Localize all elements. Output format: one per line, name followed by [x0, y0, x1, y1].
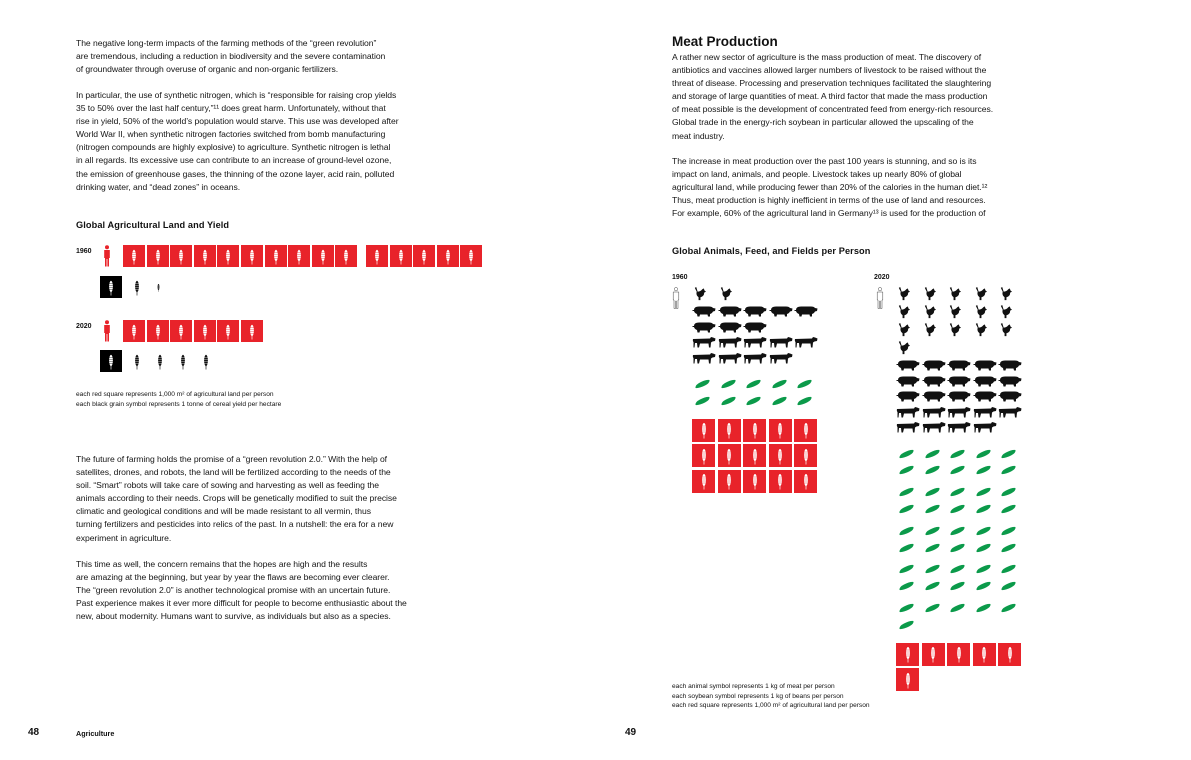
- soybean-icon: [796, 379, 813, 389]
- grain-icon: [701, 447, 707, 465]
- person-icon: [103, 245, 111, 267]
- soybean-icon: [1000, 504, 1017, 514]
- soybean-icon: [924, 603, 941, 613]
- soybean-icon: [949, 487, 966, 497]
- soybean-icon: [694, 396, 711, 406]
- grain-icon: [202, 248, 208, 265]
- land-square: [123, 320, 145, 342]
- cow-icon: [896, 421, 920, 433]
- grain-icon: [777, 447, 783, 465]
- chicken-icon: [718, 286, 733, 301]
- soybean-icon: [898, 543, 915, 553]
- text-line: antibiotics and vaccines allowed larger numbers of livestock to be raised without the: [672, 65, 987, 76]
- grain-icon: [131, 323, 137, 340]
- text-line: The increase in meat production over the past 100 years is stunning, and so is its: [672, 156, 977, 166]
- grain-icon: [157, 279, 160, 296]
- yield-row-1960: [100, 276, 177, 298]
- grain-icon: [178, 323, 184, 340]
- grain-icon: [421, 248, 427, 265]
- grain-icon: [398, 248, 404, 265]
- page-number-right: 49: [625, 727, 637, 738]
- person-icon: [103, 320, 111, 342]
- land-square: [998, 643, 1021, 666]
- text-line: 35 to 50% over the last half century,”¹¹ does great harm. Unfortunately, without that: [76, 103, 386, 114]
- page-number-left: 48: [28, 727, 40, 738]
- pig-icon: [794, 305, 818, 317]
- grain-icon: [225, 248, 231, 265]
- meat-paragraph-2: [672, 155, 987, 220]
- soybean-icon: [949, 526, 966, 536]
- land-square: [692, 444, 715, 467]
- land-square: [265, 245, 287, 267]
- soybean-icon: [720, 379, 737, 389]
- grain-icon: [108, 279, 114, 296]
- soybean-icon: [898, 603, 915, 613]
- text-line: The “green revolution 2.0” is another technological promise with an uncertain future.: [76, 585, 391, 596]
- grain-icon: [726, 472, 732, 490]
- soybean-icon: [1000, 603, 1017, 613]
- grain-icon: [803, 472, 809, 490]
- chicken-icon: [922, 286, 937, 301]
- grain-icon: [108, 353, 114, 370]
- text-line: A rather new sector of agriculture is the mass production of meat. The discovery of: [672, 52, 982, 62]
- intro-paragraph-1: [76, 37, 385, 76]
- soybean-icon: [924, 564, 941, 574]
- soybean-icon: [898, 487, 915, 497]
- land-square: [743, 419, 766, 442]
- yield-key-square: [100, 350, 122, 372]
- pig-icon: [769, 305, 793, 317]
- section-heading: Meat Production: [672, 34, 778, 49]
- text-line: threat of disease. Processing and preservation techniques facilitated the slaughtering: [672, 78, 992, 89]
- text-line: meat industry.: [672, 130, 725, 141]
- text-line: The negative long-term impacts of the farming methods of the “green revolution”: [76, 38, 377, 48]
- soybean-icon: [949, 564, 966, 574]
- soybean-icon: [1000, 526, 1017, 536]
- soybean-icon: [924, 504, 941, 514]
- text-line: in all regards. Its excessive use can contribute to an increase of ground-level ozone,: [76, 155, 392, 166]
- yield-key-square: [100, 276, 122, 298]
- cow-icon: [947, 421, 971, 433]
- grain-icon: [905, 671, 911, 689]
- text-line: World War II, when synthetic nitrogen factories switched from bomb manufacturing: [76, 129, 386, 140]
- text-line: are tremendous, including a reduction in biodiversity and the severe contamination: [76, 51, 386, 62]
- year-label-2020: 2020: [874, 274, 890, 281]
- grain-icon: [777, 472, 783, 490]
- land-square: [743, 444, 766, 467]
- pig-icon: [896, 390, 920, 402]
- grain-icon: [752, 472, 758, 490]
- grain-icon: [981, 645, 987, 663]
- pig-icon: [692, 305, 716, 317]
- text-line: This time as well, the concern remains that the hopes are high and the results: [76, 559, 368, 569]
- land-square: [743, 470, 766, 493]
- cow-icon: [998, 406, 1022, 418]
- pig-icon: [743, 305, 767, 317]
- soybean-icon: [975, 449, 992, 459]
- grain-icon: [155, 248, 161, 265]
- text-line: satellites, drones, and robots, the land will be fertilized according to the needs of the: [76, 467, 391, 478]
- land-square: [692, 419, 715, 442]
- pig-icon: [973, 359, 997, 371]
- land-yield-chart-title: Global Agricultural Land and Yield: [76, 220, 230, 230]
- text-line: (nitrogen compounds are highly explosive) to agriculture. Synthetic nitrogen is lethal: [76, 142, 391, 153]
- land-square: [973, 643, 996, 666]
- text-line: and storage of large quantities of meat. A third factor that made the mass production: [672, 91, 988, 102]
- soybean-icon: [949, 543, 966, 553]
- soybean-icon: [924, 449, 941, 459]
- pig-icon: [998, 375, 1022, 387]
- animals-legend: [672, 682, 870, 711]
- text-line: In particular, the use of synthetic nitrogen, which is “responsible for raising crop yields: [76, 90, 397, 100]
- land-square: [794, 470, 817, 493]
- soybean-icon: [796, 396, 813, 406]
- land-square: [194, 245, 216, 267]
- grain-icon: [131, 248, 137, 265]
- chicken-icon: [896, 322, 911, 337]
- land-square: [312, 245, 334, 267]
- pig-icon: [743, 321, 767, 333]
- land-square: [288, 245, 310, 267]
- grain-icon: [726, 447, 732, 465]
- grain-icon: [956, 645, 962, 663]
- text-line: are amazing at the beginning, but year by year the flaws are becoming ever clearer.: [76, 572, 390, 583]
- text-line: animals according to their needs. Crops will be genetically modified to suit the precise: [76, 493, 397, 504]
- land-square: [769, 470, 792, 493]
- land-square: [896, 643, 919, 666]
- soybean-icon: [898, 465, 915, 475]
- text-line: of groundwater through overuse of organic and non-organic fertilizers.: [76, 64, 339, 75]
- land-square: [366, 245, 388, 267]
- pig-icon: [692, 321, 716, 333]
- land-square: [147, 245, 169, 267]
- text-line: agricultural land, while producing fewer than 20% of the calories in the human diet.¹²: [672, 182, 988, 193]
- grain-icon: [752, 447, 758, 465]
- soybean-icon: [898, 526, 915, 536]
- soybean-icon: [1000, 465, 1017, 475]
- chicken-icon: [973, 322, 988, 337]
- land-square: [437, 245, 459, 267]
- cow-icon: [794, 336, 818, 348]
- cow-icon: [922, 421, 946, 433]
- animals-chart-title: Global Animals, Feed, and Fields per Person: [672, 246, 871, 256]
- grain-icon: [180, 353, 186, 370]
- grain-icon: [343, 248, 349, 265]
- person-icon: [672, 287, 680, 309]
- soybean-icon: [975, 603, 992, 613]
- cow-icon: [743, 336, 767, 348]
- chicken-icon: [947, 304, 962, 319]
- text-line: Past experience makes it ever more difficult for people to become enthusiastic about the: [76, 598, 407, 609]
- land-square: [170, 320, 192, 342]
- grain-icon: [374, 248, 380, 265]
- chicken-icon: [922, 304, 937, 319]
- pig-icon: [998, 390, 1022, 402]
- outro-paragraph-1: [76, 453, 397, 545]
- pig-icon: [947, 390, 971, 402]
- text-line: The future of farming holds the promise of a “green revolution 2.0.” With the help of: [76, 454, 388, 464]
- pig-icon: [947, 359, 971, 371]
- text-line: soil. “Smart” robots will take care of sowing and harvesting as well as feeding the: [76, 480, 379, 491]
- soybean-icon: [949, 504, 966, 514]
- soybean-icon: [949, 581, 966, 591]
- chicken-icon: [896, 340, 911, 355]
- text-line: of meat possible is the development of concentrated feed from energy-rich resources.: [672, 104, 994, 115]
- land-square: [335, 245, 357, 267]
- soybean-icon: [949, 449, 966, 459]
- soybean-icon: [975, 581, 992, 591]
- land-square: [947, 643, 970, 666]
- cow-icon: [692, 352, 716, 364]
- text-line: For example, 60% of the agricultural land in Germany¹³ is used for the production of: [672, 208, 986, 219]
- grain-icon: [777, 421, 783, 439]
- soybean-icon: [924, 487, 941, 497]
- left-page: [0, 0, 595, 760]
- chicken-icon: [947, 322, 962, 337]
- land-square: [170, 245, 192, 267]
- soybean-icon: [898, 504, 915, 514]
- text-line: impact on land, animals, and people. Livestock takes up nearly 80% of global: [672, 169, 962, 180]
- pig-icon: [718, 321, 742, 333]
- pig-icon: [896, 359, 920, 371]
- cow-icon: [922, 406, 946, 418]
- legend-soybean: each soybean symbol represents 1 kg of beans per person: [672, 692, 844, 700]
- legend-black-grain: each black grain symbol represents 1 tonne of cereal yield per hectare: [76, 400, 282, 408]
- pig-icon: [718, 305, 742, 317]
- chicken-icon: [896, 304, 911, 319]
- soybean-icon: [975, 526, 992, 536]
- cow-icon: [769, 352, 793, 364]
- soybean-icon: [898, 564, 915, 574]
- land-yield-legend: [76, 390, 281, 409]
- soybean-icon: [975, 543, 992, 553]
- land-square: [390, 245, 412, 267]
- cow-icon: [718, 352, 742, 364]
- text-line: new, about modernity. Humans want to survive, as individuals but also as a species.: [76, 611, 391, 622]
- soybean-icon: [771, 396, 788, 406]
- soybean-icon: [924, 526, 941, 536]
- land-square: [794, 444, 817, 467]
- soybean-icon: [898, 449, 915, 459]
- cow-icon: [692, 336, 716, 348]
- soybean-icon: [745, 396, 762, 406]
- pig-icon: [922, 390, 946, 402]
- land-square: [241, 320, 263, 342]
- grain-icon: [445, 248, 451, 265]
- grain-icon: [155, 323, 161, 340]
- chicken-icon: [998, 286, 1013, 301]
- legend-red-square: each red square represents 1,000 m² of agricultural land per person: [76, 391, 274, 398]
- intro-paragraph-2: [76, 89, 399, 194]
- land-square: [718, 419, 741, 442]
- grain-icon: [803, 421, 809, 439]
- soybean-icon: [924, 581, 941, 591]
- soybean-icon: [975, 487, 992, 497]
- soybean-icon: [1000, 449, 1017, 459]
- land-square: [896, 668, 919, 691]
- land-square: [922, 643, 945, 666]
- cow-icon: [769, 336, 793, 348]
- soybean-icon: [1000, 487, 1017, 497]
- chicken-icon: [922, 322, 937, 337]
- text-line: the emission of greenhouse gases, the thinning of the ozone layer, acid rain, polluted: [76, 168, 395, 179]
- text-line: Global trade in the energy-rich soybean in particular allowed the upscaling of the: [672, 117, 974, 128]
- chicken-icon: [998, 304, 1013, 319]
- grain-icon: [273, 248, 279, 265]
- land-row-2020: [103, 320, 265, 342]
- grain-icon: [905, 645, 911, 663]
- soybean-icon: [924, 543, 941, 553]
- soybean-icon: [898, 620, 915, 630]
- soybean-icon: [975, 564, 992, 574]
- grain-icon: [320, 248, 326, 265]
- land-square: [241, 245, 263, 267]
- pig-icon: [922, 359, 946, 371]
- land-square: [460, 245, 482, 267]
- soybean-icon: [694, 379, 711, 389]
- grain-icon: [701, 421, 707, 439]
- text-line: Thus, meat production is highly inefficient in terms of the use of land and resources.: [672, 195, 986, 206]
- land-square: [194, 320, 216, 342]
- grain-icon: [296, 248, 302, 265]
- text-line: turning fertilizers and pesticides into relics of the past. In a nutshell: the era for a new: [76, 519, 394, 530]
- person-icon: [876, 287, 884, 309]
- cow-icon: [743, 352, 767, 364]
- year-label-1960: 1960: [672, 274, 688, 281]
- grain-icon: [157, 353, 163, 370]
- grain-icon: [134, 353, 140, 370]
- grain-icon: [202, 323, 208, 340]
- chicken-icon: [973, 286, 988, 301]
- soybean-icon: [771, 379, 788, 389]
- soybean-icon: [949, 465, 966, 475]
- soybean-icon: [1000, 564, 1017, 574]
- chicken-icon: [692, 286, 707, 301]
- grain-icon: [726, 421, 732, 439]
- pig-icon: [922, 375, 946, 387]
- soybean-icon: [975, 504, 992, 514]
- text-line: experiment in agriculture.: [76, 532, 172, 543]
- land-square: [718, 470, 741, 493]
- pig-icon: [973, 375, 997, 387]
- pig-icon: [896, 375, 920, 387]
- legend-red-square: each red square represents 1,000 m² of agricultural land per person: [672, 702, 870, 710]
- grain-icon: [1007, 645, 1013, 663]
- legend-animal: each animal symbol represents 1 kg of meat per person: [672, 683, 835, 690]
- land-square: [769, 444, 792, 467]
- pig-icon: [973, 390, 997, 402]
- cow-icon: [947, 406, 971, 418]
- land-square: [217, 245, 239, 267]
- text-line: drinking water, and “dead zones” in oceans.: [76, 181, 241, 192]
- land-square: [692, 470, 715, 493]
- chicken-icon: [998, 322, 1013, 337]
- grain-icon: [203, 353, 209, 370]
- soybean-icon: [898, 581, 915, 591]
- year-label-1960: 1960: [76, 248, 92, 255]
- land-square: [123, 245, 145, 267]
- soybean-icon: [745, 379, 762, 389]
- grain-icon: [249, 323, 255, 340]
- cow-icon: [973, 406, 997, 418]
- land-square: [769, 419, 792, 442]
- right-page: [596, 0, 1191, 760]
- soybean-icon: [949, 603, 966, 613]
- chicken-icon: [973, 304, 988, 319]
- land-square: [147, 320, 169, 342]
- grain-icon: [178, 248, 184, 265]
- grain-icon: [752, 421, 758, 439]
- soybean-icon: [720, 396, 737, 406]
- grain-icon: [930, 645, 936, 663]
- grain-icon: [225, 323, 231, 340]
- grain-icon: [803, 447, 809, 465]
- pig-icon: [947, 375, 971, 387]
- land-row-1960: [103, 245, 484, 267]
- soybean-icon: [924, 465, 941, 475]
- grain-icon: [134, 279, 140, 296]
- year-label-2020: 2020: [76, 323, 92, 330]
- cow-icon: [718, 336, 742, 348]
- cow-icon: [896, 406, 920, 418]
- land-square: [718, 444, 741, 467]
- land-square: [413, 245, 435, 267]
- land-square: [217, 320, 239, 342]
- grain-icon: [249, 248, 255, 265]
- grain-icon: [701, 472, 707, 490]
- pig-icon: [998, 359, 1022, 371]
- yield-row-2020: [100, 350, 226, 372]
- text-line: rise in yield, 50% of the world’s population would starve. This use was developed after: [76, 116, 399, 127]
- outro-paragraph-2: [76, 558, 407, 623]
- land-square: [794, 419, 817, 442]
- cow-icon: [973, 421, 997, 433]
- grain-icon: [468, 248, 474, 265]
- soybean-icon: [1000, 581, 1017, 591]
- meat-paragraph-1: [672, 51, 993, 143]
- chicken-icon: [947, 286, 962, 301]
- soybean-icon: [975, 465, 992, 475]
- chicken-icon: [896, 286, 911, 301]
- text-line: climatic and geological conditions and will be made resistant to all vermin, thus: [76, 506, 371, 517]
- soybean-icon: [1000, 543, 1017, 553]
- running-head: Agriculture: [76, 729, 115, 738]
